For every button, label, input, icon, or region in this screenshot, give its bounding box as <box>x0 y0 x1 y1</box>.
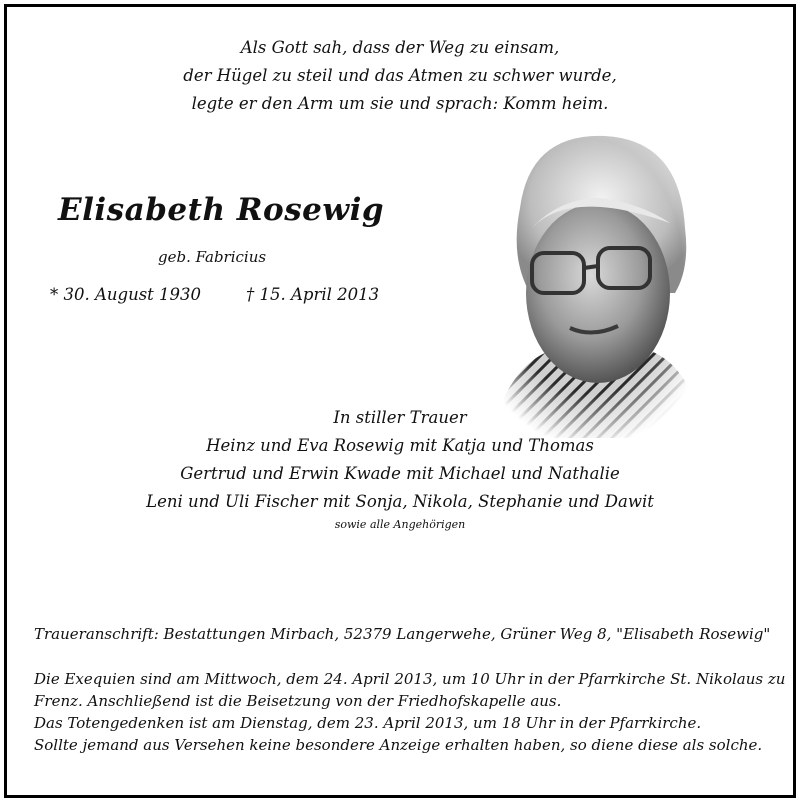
mourners-heading: In stiller Trauer <box>333 408 467 427</box>
service-details <box>34 668 786 756</box>
details-line-4: Sollte jemand aus Versehen keine besondere Anzeige erhalten haben, so diene diese als solche. <box>34 736 763 754</box>
mourners-block <box>140 404 660 534</box>
mourner-family-1: Heinz und Eva Rosewig mit Katja und Thomas <box>206 436 594 455</box>
mourner-family-3: Leni und Uli Fischer mit Sonja, Nikola, Stephanie und Dawit <box>146 492 654 511</box>
details-line-3: Das Totengedenken ist am Dienstag, dem 23. April 2013, um 18 Uhr in der Pfarrkirche. <box>34 714 702 732</box>
mourning-address: Traueranschrift: Bestattungen Mirbach, 52379 Langerwehe, Grüner Weg 8, "Elisabeth Rosewig" <box>34 625 771 643</box>
mourners-others: sowie alle Angehörigen <box>334 518 466 531</box>
poem-line-1: Als Gott sah, dass der Weg zu einsam, <box>240 38 560 57</box>
details-line-1: Die Exequien sind am Mittwoch, dem 24. April 2013, um 10 Uhr in der Pfarrkirche St. Nikolaus zu <box>34 670 786 688</box>
maiden-name: geb. Fabricius <box>158 248 267 266</box>
details-line-2: Frenz. Anschließend ist die Beisetzung von der Friedhofskapelle aus. <box>34 692 562 710</box>
deceased-name: Elisabeth Rosewig <box>58 192 385 228</box>
mourner-family-2: Gertrud und Erwin Kwade mit Michael und Nathalie <box>180 464 620 483</box>
poem <box>120 34 680 118</box>
poem-line-2: der Hügel zu steil und das Atmen zu schwer wurde, <box>183 66 617 85</box>
death-date: † 15. April 2013 <box>246 285 380 304</box>
poem-line-3: legte er den Arm um sie und sprach: Komm heim. <box>191 94 609 113</box>
portrait-photo <box>470 118 710 448</box>
birth-date: * 30. August 1930 <box>50 285 202 304</box>
